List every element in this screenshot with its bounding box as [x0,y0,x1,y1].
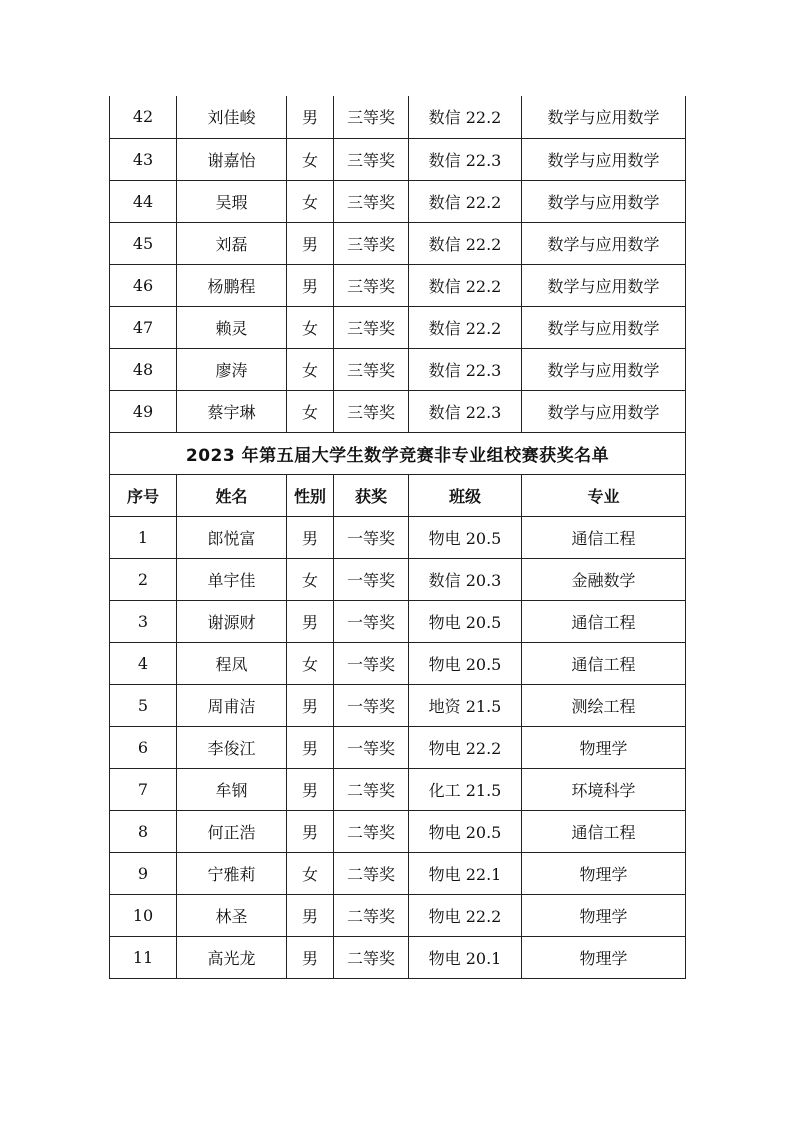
cell-award: 二等奖 [334,936,409,978]
cell-major: 通信工程 [522,810,686,852]
cell-major: 数学与应用数学 [522,138,686,180]
table-row [110,96,686,138]
cell-award: 三等奖 [334,222,409,264]
header-gender: 性别 [287,474,334,516]
cell-name: 林圣 [177,894,287,936]
table-row [110,600,686,642]
header-no: 序号 [110,474,177,516]
cell-major: 物理学 [522,894,686,936]
cell-no: 11 [110,936,177,978]
cell-major: 数学与应用数学 [522,348,686,390]
table-row [110,894,686,936]
cell-no: 47 [110,306,177,348]
table-row [110,642,686,684]
table-row [110,684,686,726]
cell-gender: 男 [287,768,334,810]
cell-award: 二等奖 [334,768,409,810]
cell-award: 一等奖 [334,600,409,642]
cell-name: 单宇佳 [177,558,287,600]
cell-class: 化工 21.5 [409,768,522,810]
cell-major: 环境科学 [522,768,686,810]
cell-class: 数信 22.2 [409,264,522,306]
cell-gender: 男 [287,516,334,558]
cell-class: 数信 22.2 [409,180,522,222]
cell-name: 吴瑕 [177,180,287,222]
table-row [110,348,686,390]
cell-no: 3 [110,600,177,642]
cell-class: 物电 22.1 [409,852,522,894]
cell-award: 一等奖 [334,642,409,684]
title-row [110,432,686,474]
cell-gender: 男 [287,726,334,768]
table-row [110,222,686,264]
cell-award: 二等奖 [334,852,409,894]
cell-no: 7 [110,768,177,810]
cell-award: 一等奖 [334,558,409,600]
table-row [110,306,686,348]
cell-class: 物电 20.5 [409,810,522,852]
cell-no: 45 [110,222,177,264]
table-row [110,138,686,180]
cell-no: 42 [110,96,177,138]
cell-gender: 男 [287,264,334,306]
cell-major: 物理学 [522,936,686,978]
cell-major: 数学与应用数学 [522,180,686,222]
cell-class: 数信 22.3 [409,348,522,390]
cell-class: 物电 22.2 [409,894,522,936]
cell-gender: 女 [287,390,334,432]
cell-name: 程凤 [177,642,287,684]
cell-gender: 女 [287,642,334,684]
cell-major: 数学与应用数学 [522,264,686,306]
cell-no: 4 [110,642,177,684]
cell-no: 43 [110,138,177,180]
cell-no: 6 [110,726,177,768]
cell-gender: 男 [287,810,334,852]
header-major: 专业 [522,474,686,516]
cell-gender: 男 [287,222,334,264]
cell-major: 数学与应用数学 [522,390,686,432]
cell-award: 二等奖 [334,894,409,936]
cell-gender: 女 [287,180,334,222]
cell-class: 物电 20.5 [409,516,522,558]
award-list-table [109,96,686,979]
cell-award: 一等奖 [334,726,409,768]
cell-major: 测绘工程 [522,684,686,726]
cell-class: 数信 22.2 [409,306,522,348]
cell-award: 三等奖 [334,138,409,180]
cell-name: 谢嘉怡 [177,138,287,180]
cell-award: 三等奖 [334,264,409,306]
cell-gender: 女 [287,852,334,894]
cell-class: 数信 22.2 [409,96,522,138]
table-row [110,726,686,768]
cell-class: 数信 22.3 [409,138,522,180]
cell-gender: 女 [287,348,334,390]
cell-name: 宁雅莉 [177,852,287,894]
header-name: 姓名 [177,474,287,516]
cell-name: 牟钢 [177,768,287,810]
cell-class: 数信 22.2 [409,222,522,264]
cell-name: 何正浩 [177,810,287,852]
cell-no: 8 [110,810,177,852]
cell-no: 49 [110,390,177,432]
cell-name: 刘磊 [177,222,287,264]
cell-class: 物电 20.5 [409,642,522,684]
cell-major: 物理学 [522,726,686,768]
table-row [110,516,686,558]
table-row [110,558,686,600]
cell-gender: 男 [287,600,334,642]
cell-class: 物电 22.2 [409,726,522,768]
table-row [110,768,686,810]
cell-award: 三等奖 [334,348,409,390]
cell-major: 通信工程 [522,642,686,684]
cell-gender: 女 [287,138,334,180]
table-row [110,936,686,978]
table-row [110,390,686,432]
cell-no: 1 [110,516,177,558]
table-row [110,264,686,306]
cell-class: 物电 20.1 [409,936,522,978]
cell-award: 一等奖 [334,516,409,558]
cell-class: 物电 20.5 [409,600,522,642]
cell-gender: 男 [287,936,334,978]
cell-name: 李俊江 [177,726,287,768]
cell-name: 蔡宇琳 [177,390,287,432]
lower-section [110,516,686,978]
table-row [110,180,686,222]
cell-name: 郎悦富 [177,516,287,558]
cell-name: 赖灵 [177,306,287,348]
cell-name: 高光龙 [177,936,287,978]
cell-class: 地资 21.5 [409,684,522,726]
table-row [110,852,686,894]
cell-no: 10 [110,894,177,936]
cell-major: 通信工程 [522,600,686,642]
table-row [110,810,686,852]
header-row [110,474,686,516]
cell-major: 数学与应用数学 [522,96,686,138]
cell-award: 三等奖 [334,180,409,222]
cell-award: 三等奖 [334,96,409,138]
cell-no: 5 [110,684,177,726]
cell-class: 数信 22.3 [409,390,522,432]
cell-gender: 男 [287,684,334,726]
cell-award: 三等奖 [334,306,409,348]
cell-no: 48 [110,348,177,390]
cell-award: 二等奖 [334,810,409,852]
cell-gender: 女 [287,306,334,348]
cell-award: 三等奖 [334,390,409,432]
cell-name: 周甫洁 [177,684,287,726]
cell-no: 44 [110,180,177,222]
cell-major: 物理学 [522,852,686,894]
header-award: 获奖 [334,474,409,516]
cell-class: 数信 20.3 [409,558,522,600]
cell-award: 一等奖 [334,684,409,726]
cell-gender: 男 [287,894,334,936]
cell-major: 数学与应用数学 [522,306,686,348]
cell-major: 金融数学 [522,558,686,600]
cell-gender: 男 [287,96,334,138]
cell-name: 刘佳峻 [177,96,287,138]
cell-no: 2 [110,558,177,600]
header-class: 班级 [409,474,522,516]
cell-no: 9 [110,852,177,894]
cell-no: 46 [110,264,177,306]
cell-major: 通信工程 [522,516,686,558]
cell-gender: 女 [287,558,334,600]
cell-name: 廖涛 [177,348,287,390]
cell-name: 杨鹏程 [177,264,287,306]
upper-section [110,96,686,432]
cell-major: 数学与应用数学 [522,222,686,264]
section-title-area [110,432,686,516]
cell-name: 谢源财 [177,600,287,642]
section-title: 2023 年第五届大学生数学竞赛非专业组校赛获奖名单 [110,432,686,474]
